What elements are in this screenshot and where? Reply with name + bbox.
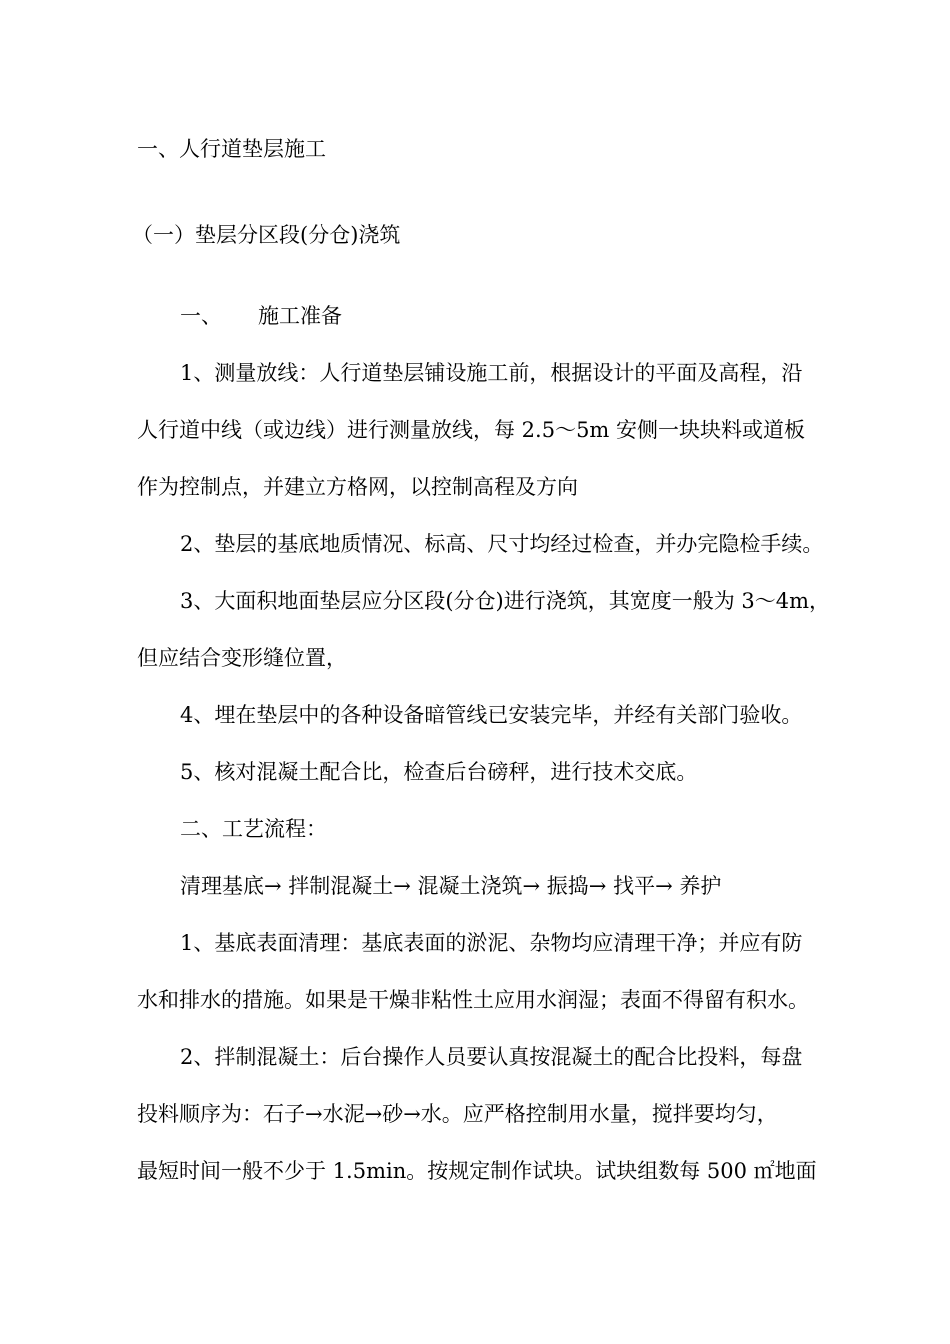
paragraph-line: 水和排水的措施。如果是干燥非粘性土应用水润湿；表面不得留有积水。 (137, 988, 809, 1012)
paragraph-line: 2、拌制混凝土：后台操作人员要认真按混凝土的配合比投料，每盘 (180, 1045, 803, 1069)
paragraph-line: 最短时间一般不少于 1.5min。按规定制作试块。试块组数每 500 ㎡地面 (137, 1159, 817, 1183)
process-flow: 清理基底→ 拌制混凝土→ 混凝土浇筑→ 振捣→ 找平→ 养护 (180, 874, 722, 898)
document-subheading: （一）垫层分区段(分仓)浇筑 (132, 223, 401, 247)
paragraph-line: 3、大面积地面垫层应分区段(分仓)进行浇筑，其宽度一般为 3～4m， (180, 589, 831, 613)
document-heading: 一、人行道垫层施工 (137, 137, 326, 161)
paragraph-line: 但应结合变形缝位置， (137, 646, 347, 670)
paragraph-line: 作为控制点，并建立方格网，以控制高程及方向 (137, 475, 578, 499)
paragraph-line: 5、核对混凝土配合比，检查后台磅秤，进行技术交底。 (180, 760, 698, 784)
paragraph-line: 1、测量放线：人行道垫层铺设施工前，根据设计的平面及高程，沿 (180, 361, 803, 385)
paragraph-line: 投料顺序为：石子→水泥→砂→水。应严格控制用水量，搅拌要均匀， (137, 1102, 778, 1126)
section-number: 一、 (180, 304, 222, 328)
paragraph-line: 1、基底表面清理：基底表面的淤泥、杂物均应清理干净；并应有防 (180, 931, 803, 955)
paragraph-line: 2、垫层的基底地质情况、标高、尺寸均经过检查，并办完隐检手续。 (180, 532, 824, 556)
paragraph-line: 4、埋在垫层中的各种设备暗管线已安装完毕，并经有关部门验收。 (180, 703, 803, 727)
section-heading-process: 二、工艺流程： (180, 817, 327, 841)
paragraph-line: 人行道中线（或边线）进行测量放线，每 2.5～5m 安侧一块块料或道板 (137, 418, 806, 442)
section-heading-preparation (180, 301, 890, 331)
section-title: 施工准备 (258, 304, 342, 328)
